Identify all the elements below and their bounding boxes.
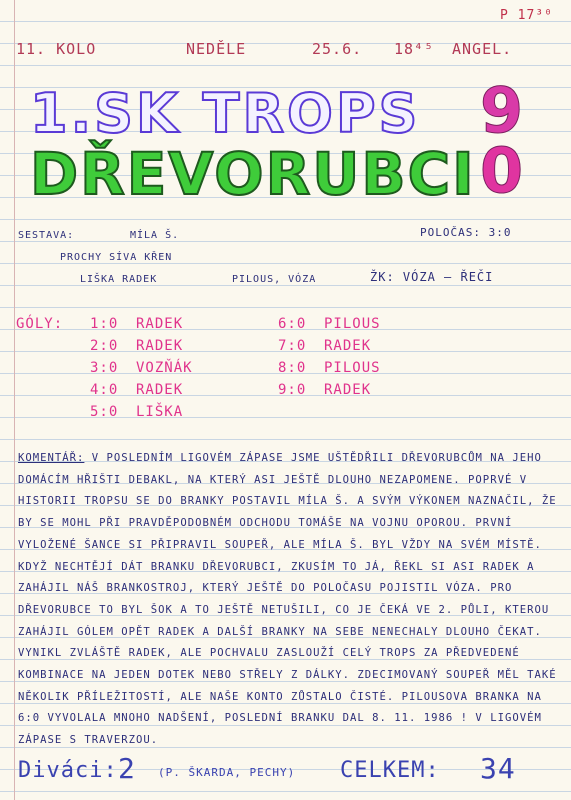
goal-entry [90, 316, 183, 332]
goal-score: 4:0 [90, 382, 119, 398]
commentary [18, 448, 566, 752]
margin-line [14, 0, 15, 800]
goal-entry [278, 316, 381, 332]
goal-scorer: RADEK [324, 338, 372, 354]
goal-score: 8:0 [278, 360, 307, 376]
goal-entry [278, 382, 371, 398]
goal-entry [90, 382, 183, 398]
goal-score: 9:0 [278, 382, 307, 398]
day-label: NEDĚLE [186, 40, 247, 58]
lineup-row-3-left: LIŠKA RADEK [80, 274, 158, 285]
goals-label: GÓLY: [16, 316, 64, 332]
lineup-row-3-right: PILOUS, VÓZA [232, 274, 317, 285]
goal-entry [90, 404, 183, 420]
time-label: 18⁴⁵ [394, 40, 435, 58]
goal-entry [278, 360, 381, 376]
lineup-row-2: PROCHY SÍVA KŘEN [60, 252, 173, 263]
venue-label: ANGEL. [452, 40, 513, 58]
goal-scorer: RADEK [324, 382, 372, 398]
goal-entry [90, 338, 183, 354]
home-team-name: 1.SK TROPS [30, 82, 421, 145]
goal-score: 2:0 [90, 338, 119, 354]
goal-score: 7:0 [278, 338, 307, 354]
page-note: P 17³⁰ [500, 8, 553, 23]
lineup-row-1: MÍLA Š. [130, 230, 180, 241]
goal-scorer: PILOUS [324, 360, 381, 376]
goal-score: 6:0 [278, 316, 307, 332]
goal-scorer: VOZŇÁK [136, 360, 193, 376]
goal-scorer: RADEK [136, 382, 184, 398]
commentary-label: KOMENTÁŘ: [18, 452, 85, 464]
goal-score: 1:0 [90, 316, 119, 332]
commentary-text: V POSLEDNÍM LIGOVÉM ZÁPASE JSME UŠTĚDŘILI DŘEVORUBCŮM NA JEHO DOMÁCÍM HŘIŠTI DEBAKL, NA KTERÝ ASI JEŠTĚ DLOUHO NEZAPOMENE. POPRVÉ V HISTORII TROPSU SE DO BRANKY POSTAVIL MÍLA Š. A SVÝM VÝKONEM NAZNAČIL, ŽE BY SE MOHL PŘI PRAVDĚPODOBNÉM ODCHODU TOMÁŠE NA VOJNU OPOROU. PRVNÍ VYLOŽENÉ ŠANCE SI PŘIPRAVIL SOUPEŘ, ALE MÍLA Š. BYL VŽDY NA SVÉM MÍSTĚ. KDYŽ NECHTĚJÍ DÁT BRANKU DŘEVORUBCI, ZKUSÍM TO JÁ, ŘEKL SI ASI RADEK A ZAHÁJIL NÁŠ BRANKOSTROJ, KTERÝ JEŠTĚ DO POLOČASU POJISTIL VÓZA. PRO DŘEVORUBCE TO BYL ŠOK A TO JEŠTĚ NETUŠILI, CO JE ČEKÁ VE 2. PŮLI, KTEROU ZAHÁJIL GÓLEM OPĚT RADEK A DALŠÍ BRANKY NA SEBE NENECHALY DLOUHO ČEKAT. VYNIKL ZVLÁŠTĚ RADEK, ALE POCHVALU ZASLOUŽÍ CELÝ TROPS ZA PŘEDVEDENÉ KOMBINACE NA JEDEN DOTEK NEBO STŘELY Z DÁLKY. ZDECIMOVANÝ SOUPEŘ MĚL TAKÉ NĚKOLIK PŘÍLEŽITOSTÍ, ALE NAŠE KONTO ZŮSTALO ČISTÉ. PILOUSOVA BRANKA NA 6:0 VYVOLALA MNOHO NADŠENÍ, POSLEDNÍ BRANKU DAL 8. 11. 1986 ! V LIGOVÉM ZÁPASE S TRAVERZOU. [18, 452, 557, 747]
away-score: 0 [480, 134, 524, 207]
goal-scorer: RADEK [136, 338, 184, 354]
goal-score: 3:0 [90, 360, 119, 376]
spectators-count: 2 [118, 752, 136, 785]
home-score: 9 [480, 74, 524, 147]
total-value: 34 [480, 752, 516, 785]
spectators-note: (P. ŠKARDA, PECHY) [158, 766, 296, 779]
halftime-score: POLOČAS: 3:0 [420, 226, 512, 239]
total-label: CELKEM: [340, 758, 440, 783]
spectators-label: Diváci: [18, 758, 118, 783]
goal-scorer: PILOUS [324, 316, 381, 332]
round-label: 11. KOLO [16, 40, 97, 58]
goal-scorer: RADEK [136, 316, 184, 332]
goal-entry [278, 338, 371, 354]
lineup-label: SESTAVA: [18, 230, 75, 241]
goal-score: 5:0 [90, 404, 119, 420]
away-team-name: DŘEVORUBCI [30, 140, 476, 208]
date-label: 25.6. [312, 40, 363, 58]
yellow-cards: ŽK: VÓZA – ŘEČI [370, 270, 494, 284]
goal-entry [90, 360, 193, 376]
goal-scorer: LIŠKA [136, 404, 184, 420]
